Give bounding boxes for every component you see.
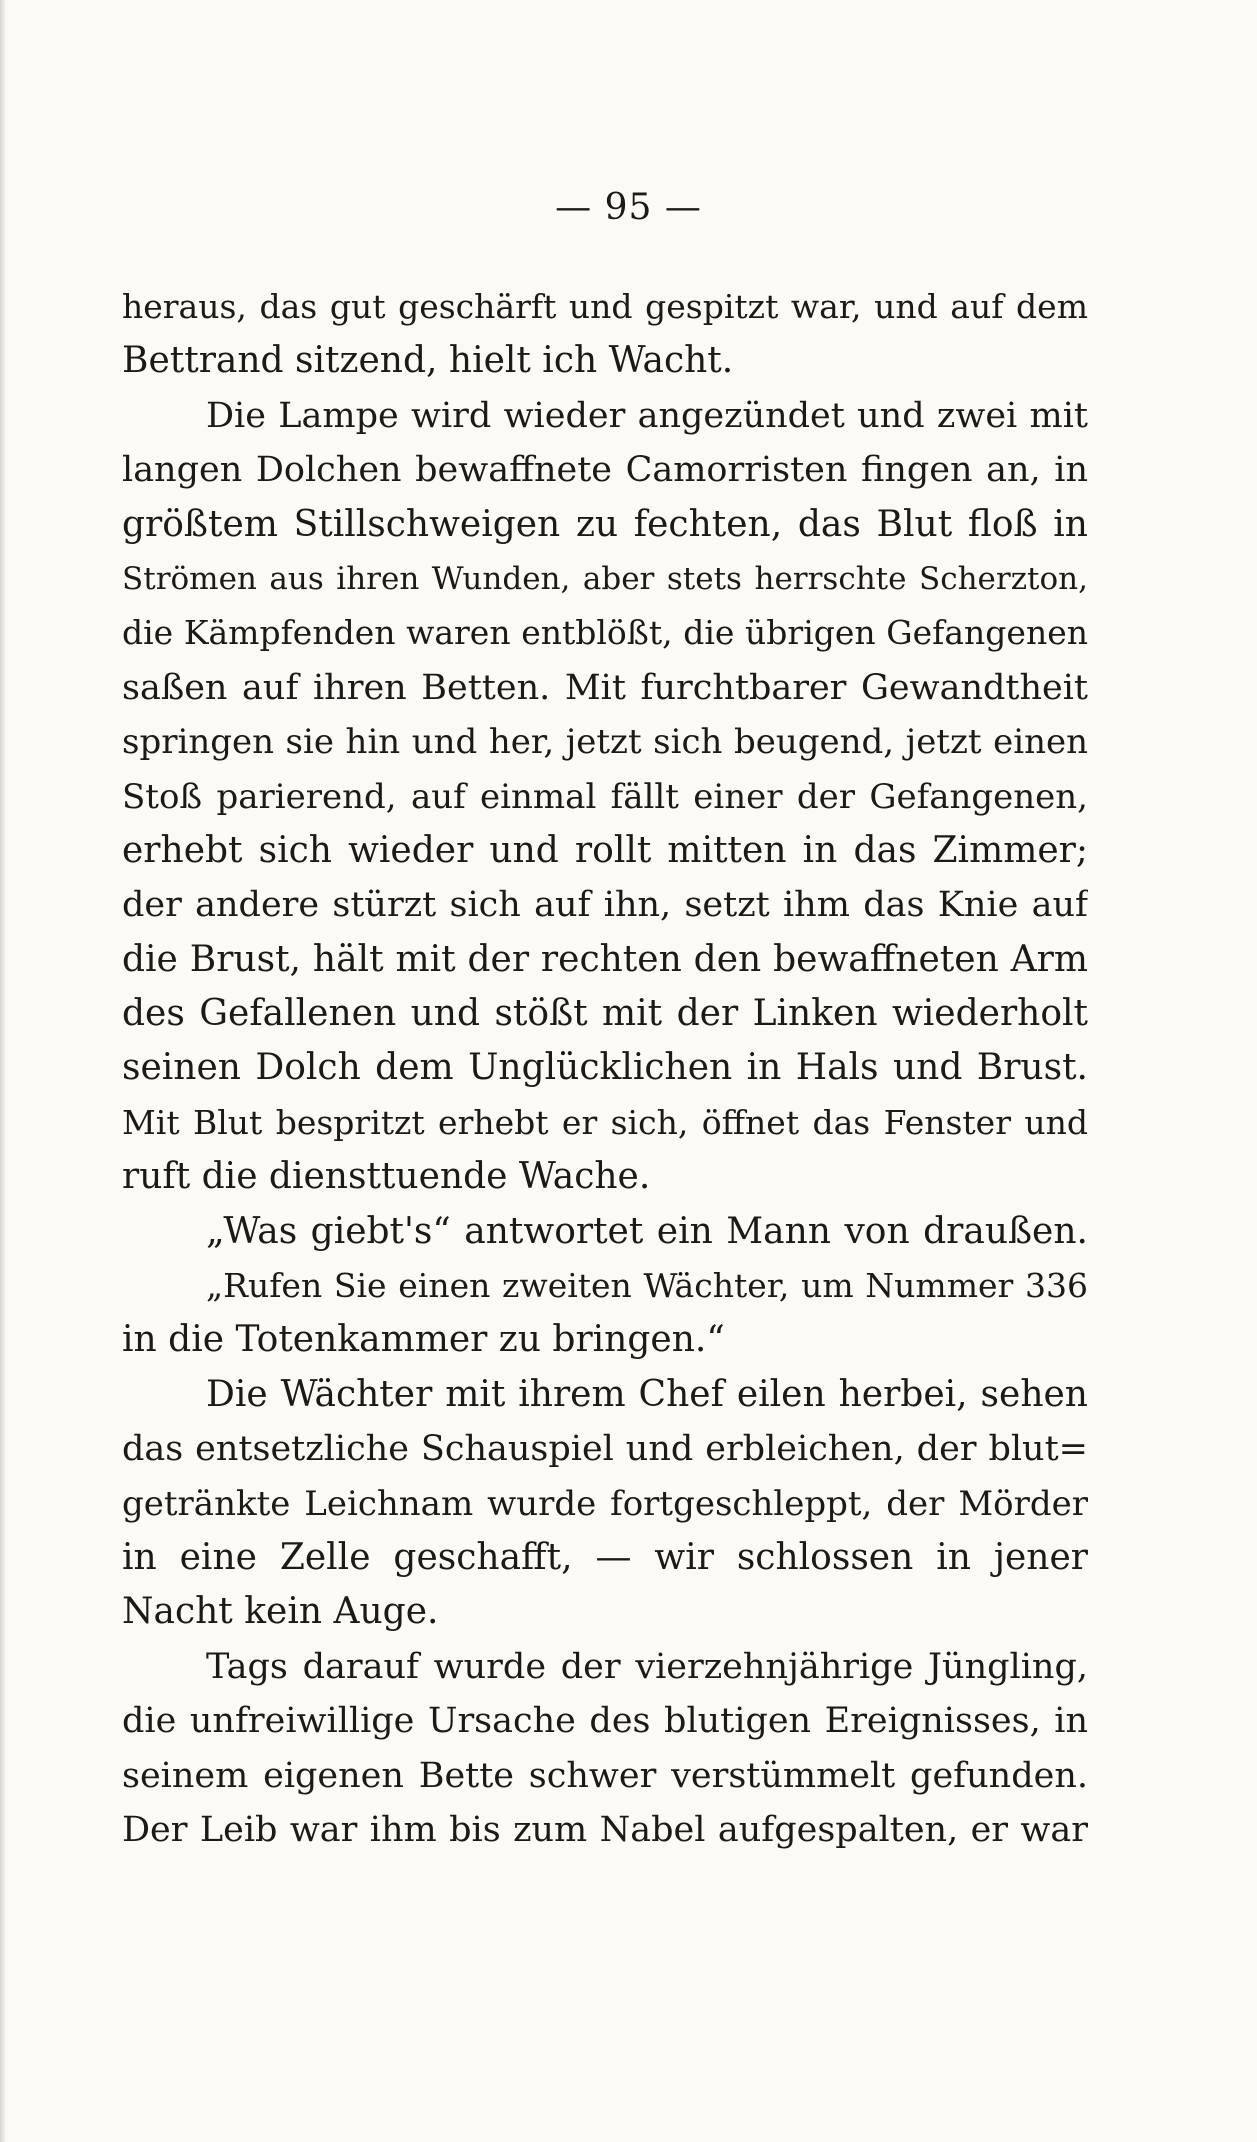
text-line: in die Totenkammer zu bringen.“ bbox=[122, 1319, 725, 1361]
text-line: Mit Blut bespritzt erhebt er sich, öffnet das Fenster und bbox=[122, 1102, 1088, 1142]
text-line: seinen Dolch dem Unglücklichen in Hals und Brust. bbox=[122, 1047, 1088, 1089]
text-line: Die Wächter mit ihrem Chef eilen herbei, sehen bbox=[206, 1373, 1088, 1415]
text-line: Die Lampe wird wieder angezündet und zwei mit bbox=[206, 395, 1088, 436]
text-line: ruft die diensttuende Wache. bbox=[122, 1156, 651, 1198]
text-line: getränkte Leichnam wurde fortgeschleppt, der Mörder bbox=[122, 1483, 1088, 1524]
text-line: „Rufen Sie einen zweiten Wächter, um Nummer 336 bbox=[206, 1266, 1088, 1306]
text-line: seinem eigenen Bette schwer verstümmelt gefunden. bbox=[122, 1755, 1088, 1796]
text-line: heraus, das gut geschärft und gespitzt war, und auf dem bbox=[122, 287, 1088, 326]
text-line: Tags darauf wurde der vierzehnjährige Jüngling, bbox=[206, 1646, 1088, 1687]
text-line: langen Dolchen bewaffnete Camorristen fingen an, in bbox=[122, 450, 1088, 491]
text-line: Strömen aus ihren Wunden, aber stets herrschte Scherzton, bbox=[122, 560, 1088, 597]
text-line: der andere stürzt sich auf ihn, setzt ihm das Knie auf bbox=[122, 885, 1088, 926]
text-line: saßen auf ihren Betten. Mit furchtbarer Gewandtheit bbox=[122, 667, 1088, 708]
text-line: die Kämpfenden waren entblößt, die übrigen Gefangenen bbox=[122, 613, 1088, 653]
page-number: — 95 — bbox=[555, 187, 702, 228]
text-line: in eine Zelle geschafft, — wir schlossen in jener bbox=[122, 1536, 1088, 1578]
text-line: das entsetzliche Schauspiel und erbleichen, der blut= bbox=[122, 1429, 1088, 1470]
text-line: springen sie hin und her, jetzt sich beugend, jetzt einen bbox=[122, 722, 1088, 763]
text-line: die unfreiwillige Ursache des blutigen Ereignisses, in bbox=[122, 1701, 1088, 1742]
text-line: Stoß parierend, auf einmal fällt einer der Gefangenen, bbox=[122, 776, 1088, 817]
page-edge bbox=[0, 0, 6, 2142]
body-text bbox=[122, 280, 1088, 1857]
text-line: des Gefallenen und stößt mit der Linken wiederholt bbox=[122, 993, 1088, 1035]
text-line: Der Leib war ihm bis zum Nabel aufgespalten, er war bbox=[122, 1809, 1088, 1850]
text-line: Nacht kein Auge. bbox=[122, 1591, 439, 1633]
text-line: die Brust, hält mit der rechten den bewaffneten Arm bbox=[122, 938, 1088, 980]
text-line: größtem Stillschweigen zu fechten, das Blut floß in bbox=[122, 503, 1088, 545]
text-line: Bettrand sitzend, hielt ich Wacht. bbox=[122, 340, 734, 382]
text-line: erhebt sich wieder und rollt mitten in das Zimmer; bbox=[122, 829, 1088, 871]
text-line: „Was giebt's“ antwortet ein Mann von draußen. bbox=[206, 1210, 1088, 1252]
